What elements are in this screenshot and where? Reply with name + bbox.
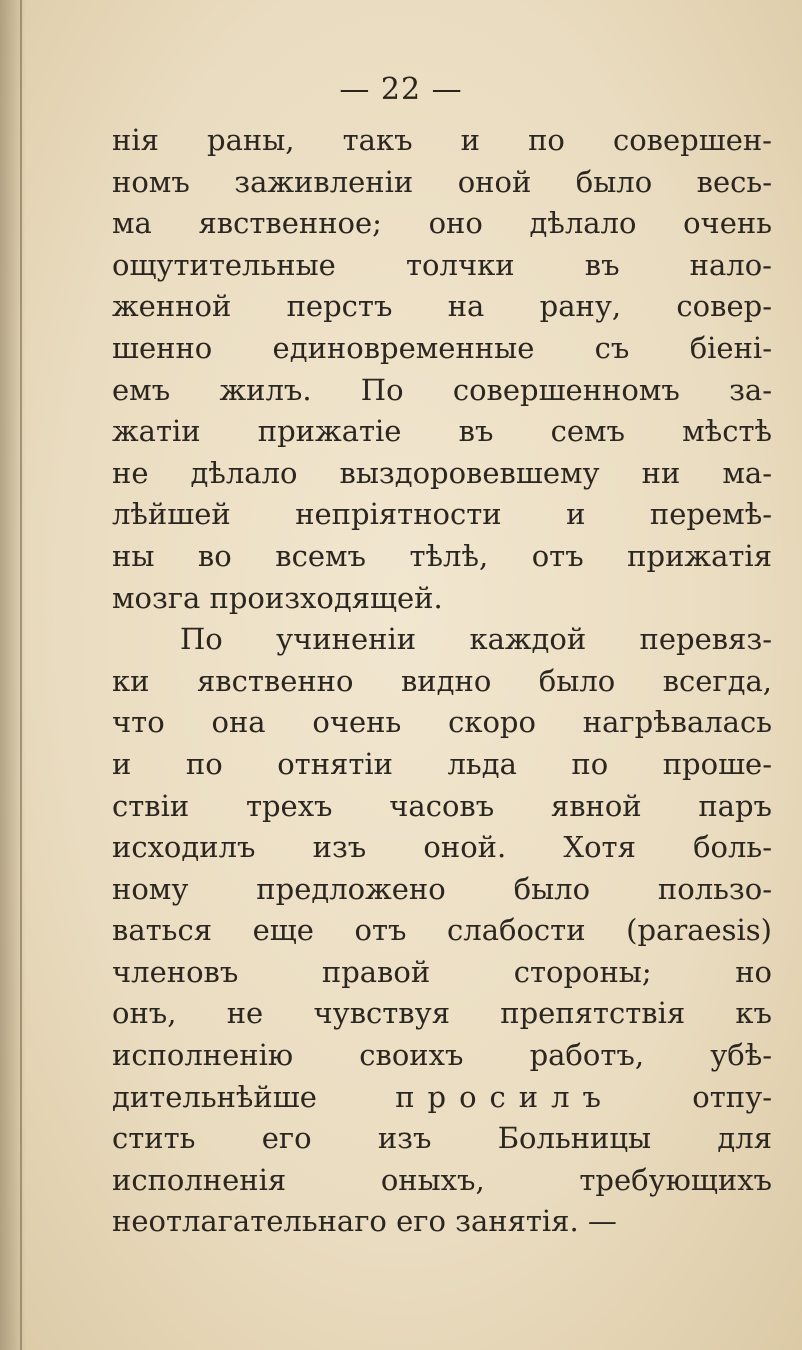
text-line: ствіи трехъ часовъ явной паръ xyxy=(112,788,772,823)
binding-line xyxy=(20,0,22,1350)
text-line: шенно единовременные съ біені- xyxy=(112,330,772,365)
text-line: онъ, не чувствуя препятствія къ xyxy=(112,996,772,1031)
text-line: и по отнятіи льда по проше- xyxy=(112,746,772,781)
text-line: емъ жилъ. По совершенномъ за- xyxy=(112,372,772,407)
text-line: нія раны, такъ и по совершен- xyxy=(112,123,772,157)
text-line: исходилъ изъ оной. Хотя боль- xyxy=(112,830,772,865)
text-line: По учиненіи каждой перевяз- xyxy=(180,622,772,657)
body-text xyxy=(112,120,772,1243)
text-line: ки явственно видно было всегда, xyxy=(112,663,772,698)
text-line: номъ заживленіи оной было весь- xyxy=(112,164,772,199)
text-line: членовъ правой стороны; но xyxy=(112,954,772,989)
text-line: женной перстъ на рану, совер- xyxy=(112,289,772,324)
text-line: ны во всемъ тѣлѣ, отъ прижатія xyxy=(112,538,772,573)
text-line: ощутительные толчки въ нало- xyxy=(112,247,772,282)
text-line: исполненія оныхъ, требующихъ xyxy=(112,1162,772,1197)
text-line: мозга произходящей. xyxy=(112,580,443,615)
text-fragment: дительнѣйше xyxy=(112,1079,317,1114)
text-line: ному предложено было пользо- xyxy=(112,871,772,906)
text-line: лѣйшей непріятности и перемѣ- xyxy=(112,497,772,532)
text-line: ваться еще отъ слабости (paraesis) xyxy=(112,913,772,948)
spaced-emphasis-word: просилъ xyxy=(395,1079,614,1114)
text-line: ма явственное; оно дѣлало очень xyxy=(112,206,772,241)
page-number: — 22 — xyxy=(339,72,463,107)
text-line: исполненію своихъ работъ, убѣ- xyxy=(112,1038,772,1073)
binding-shadow xyxy=(0,0,26,1350)
text-line: стить его изъ Больницы для xyxy=(112,1121,772,1156)
text-fragment: отпу- xyxy=(692,1079,772,1114)
text-line: неотлагательнаго его занятія. — xyxy=(112,1204,617,1239)
text-line: жатіи прижатіе въ семъ мѣстѣ xyxy=(112,414,772,449)
text-line-mixed xyxy=(112,1077,772,1119)
text-line: не дѣлало выздоровевшему ни ма- xyxy=(112,455,772,490)
text-line: что она очень скоро нагрѣвалась xyxy=(112,705,772,740)
